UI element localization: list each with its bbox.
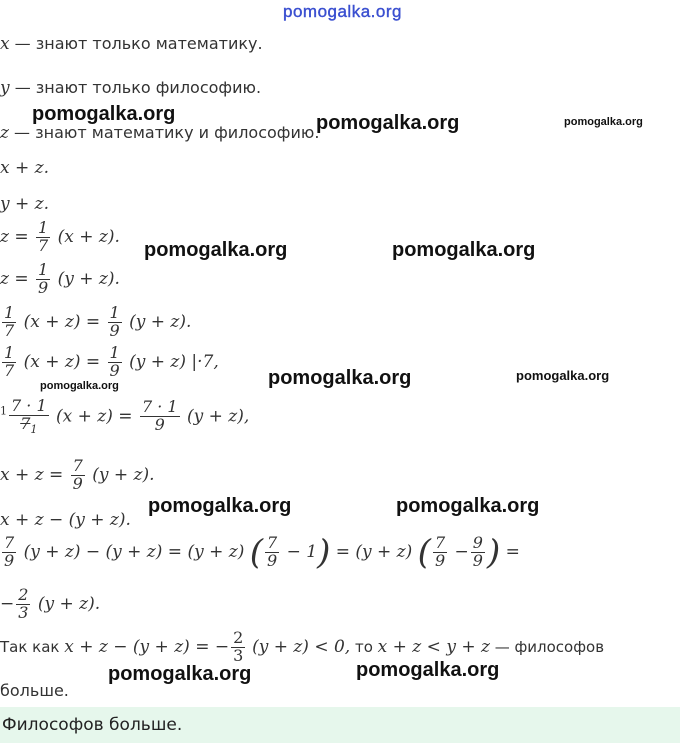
fraction — [36, 262, 50, 297]
line-7-right: (y + z). — [57, 268, 120, 289]
line-1-text: — знают только математику. — [9, 34, 263, 53]
watermark: pomogalka.org — [148, 495, 292, 517]
line-13-b: − 1 — [286, 541, 318, 562]
line-14 — [0, 587, 100, 622]
fraction-num: 1 — [4, 303, 15, 322]
fraction-den: 7 — [4, 360, 15, 380]
watermark: pomogalka.org — [392, 239, 536, 261]
fraction-den: 9 — [109, 360, 120, 380]
watermark: pomogalka.org — [396, 495, 540, 517]
line-13-d: − — [454, 541, 469, 562]
line-9-right: (y + z) |·7, — [129, 351, 219, 372]
watermark: pomogalka.org — [144, 239, 288, 261]
fraction-den: 9 — [4, 550, 15, 570]
fraction — [71, 458, 85, 493]
line-13-e: = — [505, 541, 520, 562]
right-paren: ) — [486, 532, 501, 573]
fraction-den: 9 — [38, 277, 49, 297]
line-3 — [0, 123, 319, 143]
fraction-den: 9 — [154, 415, 165, 435]
answer-box: Философов больше. — [0, 707, 680, 743]
fraction — [16, 587, 30, 622]
fraction — [2, 345, 16, 380]
fraction-den — [18, 413, 39, 436]
line-11 — [0, 458, 155, 493]
line-12: x + z − (y + z). — [0, 510, 131, 530]
right-paren: ) — [317, 532, 331, 573]
var-y: y — [0, 78, 10, 98]
fraction — [471, 535, 485, 570]
fraction — [140, 399, 180, 434]
fraction — [2, 535, 16, 570]
line-6-left: z = — [0, 226, 35, 247]
line-11-left: x + z = — [0, 464, 69, 485]
line-15-text-3: — философов — [489, 637, 605, 656]
line-13-a: (y + z) − (y + z) = (y + z) — [23, 541, 245, 562]
watermark: pomogalka.org — [356, 659, 500, 681]
fraction-den: 9 — [109, 320, 120, 340]
line-6 — [0, 220, 120, 255]
cancel-superscript: 1 — [0, 404, 7, 418]
fraction-num: 2 — [18, 585, 29, 604]
line-11-right: (y + z). — [92, 464, 155, 485]
fraction-den: 9 — [267, 550, 278, 570]
line-4: x + z. — [0, 158, 49, 178]
line-15-text-2: то — [350, 637, 378, 656]
left-paren: ( — [417, 532, 431, 573]
fraction — [231, 630, 245, 665]
line-10-right: (y + z), — [186, 406, 250, 427]
fraction-num: 7 · 1 — [11, 396, 47, 415]
fraction — [36, 220, 50, 255]
watermark: pomogalka.org — [40, 380, 119, 392]
line-13 — [0, 532, 520, 573]
fraction-num: 7 — [72, 456, 83, 475]
line-7-left: z = — [0, 268, 35, 289]
fraction — [2, 305, 16, 340]
minus-sign: − — [0, 593, 15, 614]
fraction — [108, 345, 122, 380]
cancelled-seven: 7 — [20, 413, 31, 433]
fraction-num: 1 — [38, 260, 49, 279]
watermark-top: pomogalka.org — [283, 2, 402, 21]
line-16: больше. — [0, 681, 69, 700]
line-10 — [0, 398, 249, 436]
line-9-mid: (x + z) = — [23, 351, 106, 372]
fraction-den: 3 — [18, 602, 29, 622]
line-15-text-1: Так как — [0, 637, 65, 656]
fraction-num: 1 — [109, 343, 120, 362]
watermark: pomogalka.org — [564, 116, 643, 128]
fraction-num: 7 · 1 — [141, 397, 178, 417]
line-8-right: (y + z). — [129, 311, 192, 332]
line-15 — [0, 630, 604, 665]
fraction-den: 7 — [4, 320, 15, 340]
line-8-mid: (x + z) = — [23, 311, 106, 332]
fraction — [433, 535, 447, 570]
fraction-den: 3 — [233, 645, 244, 665]
fraction-num: 7 — [434, 533, 446, 552]
watermark: pomogalka.org — [516, 368, 610, 383]
fraction — [9, 398, 49, 436]
line-14-right: (y + z). — [37, 593, 101, 614]
fraction-num: 7 — [4, 533, 15, 552]
line-7 — [0, 262, 120, 297]
watermark: pomogalka.org — [268, 367, 412, 389]
fraction-den: 9 — [434, 550, 446, 570]
fraction-num: 1 — [38, 218, 49, 237]
var-x: x — [0, 34, 10, 54]
fraction-den: 7 — [38, 235, 49, 255]
var-z: z — [0, 123, 9, 143]
line-13-c: = (y + z) — [335, 541, 413, 562]
fraction-num: 9 — [472, 533, 483, 552]
line-2-text: — знают только философию. — [9, 78, 262, 97]
fraction-num: 1 — [109, 303, 120, 322]
line-6-right: (x + z). — [57, 226, 120, 247]
fraction-den: 9 — [472, 550, 483, 570]
left-paren: ( — [249, 532, 263, 573]
fraction-num: 7 — [267, 533, 278, 552]
line-15-math-3: x + z < y + z — [377, 636, 490, 657]
fraction-num: 1 — [4, 343, 15, 362]
watermark: pomogalka.org — [108, 663, 252, 685]
line-9 — [0, 345, 219, 380]
watermark: pomogalka.org — [32, 103, 176, 125]
line-15-math-1: x + z − (y + z) = − — [64, 636, 230, 657]
fraction-num: 2 — [233, 628, 244, 647]
line-8 — [0, 305, 191, 340]
cancel-subscript: 1 — [30, 422, 38, 436]
watermark: pomogalka.org — [316, 112, 460, 134]
fraction-den: 9 — [72, 473, 83, 493]
line-5: y + z. — [0, 194, 50, 214]
fraction — [265, 535, 279, 570]
fraction — [108, 305, 122, 340]
line-2 — [0, 78, 261, 98]
line-1 — [0, 34, 263, 54]
line-15-math-2: (y + z) < 0, — [252, 636, 351, 657]
line-10-mid: (x + z) = — [56, 406, 138, 427]
line-3-text: — знают математику и философию. — [8, 123, 320, 142]
